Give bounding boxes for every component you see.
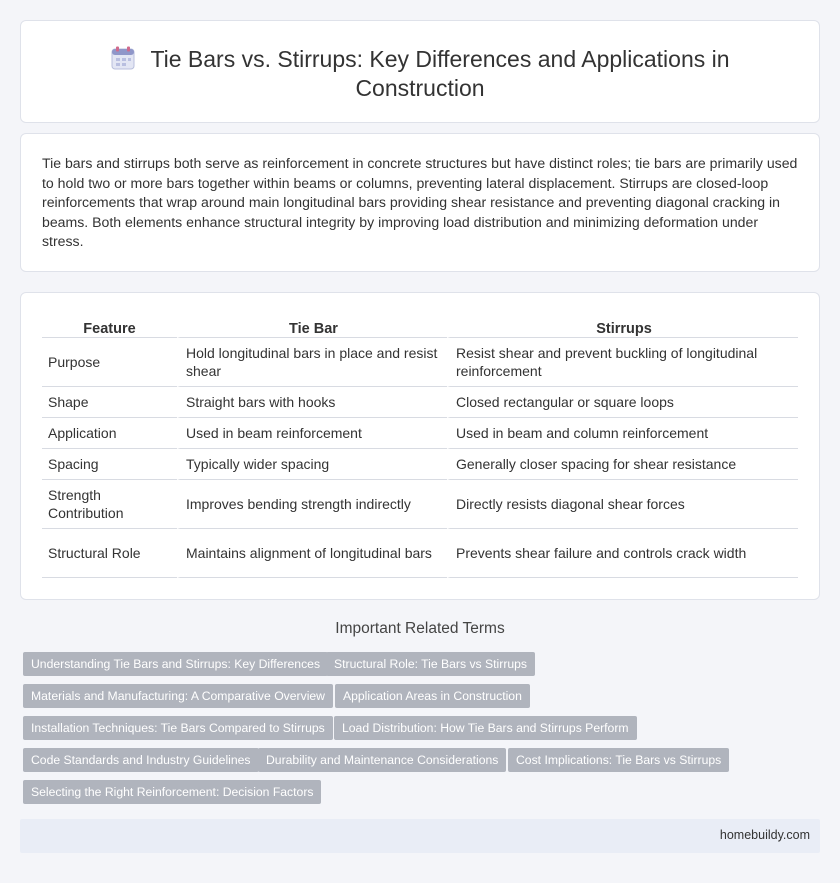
related-term-tag[interactable]: Structural Role: Tie Bars vs Stirrups	[326, 652, 535, 676]
table-header-cell: Feature	[42, 316, 177, 338]
related-term-tag[interactable]: Code Standards and Industry Guidelines	[23, 748, 259, 772]
table-cell: Purpose	[42, 338, 177, 387]
related-term-tag[interactable]: Installation Techniques: Tie Bars Compared to Stirrups	[23, 716, 333, 740]
table-row	[42, 338, 798, 387]
table-cell: Application	[42, 418, 177, 449]
table-cell: Straight bars with hooks	[177, 387, 447, 418]
table-cell: Resist shear and prevent buckling of longitudinal reinforcement	[447, 338, 798, 387]
table-cell: Structural Role	[42, 529, 177, 578]
footer-site-link[interactable]: homebuildy.com	[719, 828, 810, 842]
calendar-icon	[110, 46, 136, 70]
comparison-card	[20, 292, 820, 600]
table-cell: Typically wider spacing	[177, 449, 447, 480]
related-term-tag[interactable]: Load Distribution: How Tie Bars and Stirrups Perform	[334, 716, 637, 740]
table-cell: Shape	[42, 387, 177, 418]
table-cell: Used in beam reinforcement	[177, 418, 447, 449]
comparison-table	[42, 316, 798, 578]
table-cell: Generally closer spacing for shear resistance	[447, 449, 798, 480]
related-term-tag[interactable]: Durability and Maintenance Considerations	[258, 748, 506, 772]
table-cell: Improves bending strength indirectly	[177, 480, 447, 529]
table-cell: Directly resists diagonal shear forces	[447, 480, 798, 529]
table-cell: Closed rectangular or square loops	[447, 387, 798, 418]
related-term-tag[interactable]: Understanding Tie Bars and Stirrups: Key Differences	[23, 652, 328, 676]
table-row	[42, 387, 798, 418]
table-row	[42, 449, 798, 480]
table-cell: Used in beam and column reinforcement	[447, 418, 798, 449]
table-header-cell: Tie Bar	[177, 316, 447, 338]
related-term-tag[interactable]: Materials and Manufacturing: A Comparative Overview	[23, 684, 333, 708]
title-card	[20, 20, 820, 123]
page-title: Tie Bars vs. Stirrups: Key Differences and Applications in Construction	[150, 46, 730, 101]
table-cell: Hold longitudinal bars in place and resist shear	[177, 338, 447, 387]
related-term-tag[interactable]: Application Areas in Construction	[335, 684, 530, 708]
page-title-wrap	[21, 45, 819, 103]
related-term-tag[interactable]: Selecting the Right Reinforcement: Decision Factors	[23, 780, 321, 804]
table-cell: Spacing	[42, 449, 177, 480]
table-cell: Maintains alignment of longitudinal bars	[177, 529, 447, 578]
table-row	[42, 480, 798, 529]
table-row	[42, 418, 798, 449]
related-term-tag[interactable]: Cost Implications: Tie Bars vs Stirrups	[508, 748, 729, 772]
intro-card	[20, 133, 820, 272]
table-header-row	[42, 316, 798, 338]
table-cell: Strength Contribution	[42, 480, 177, 529]
table-header-cell: Stirrups	[447, 316, 798, 338]
intro-paragraph: Tie bars and stirrups both serve as reinforcement in concrete structures but have distinct roles; tie bars are primarily used to hold two or more bars together within beams or columns, preventing lateral displacement. Stirrups are closed-loop reinforcements that wrap around main longitudinal bars providing shear resistance and preventing diagonal cracking in beams. Both elements enhance structural integrity by improving load distribution and minimizing deformation under stress.	[42, 155, 798, 250]
table-cell: Prevents shear failure and controls crack width	[447, 529, 798, 578]
related-terms-heading: Important Related Terms	[335, 620, 505, 637]
footer	[20, 819, 820, 853]
table-row	[42, 529, 798, 578]
